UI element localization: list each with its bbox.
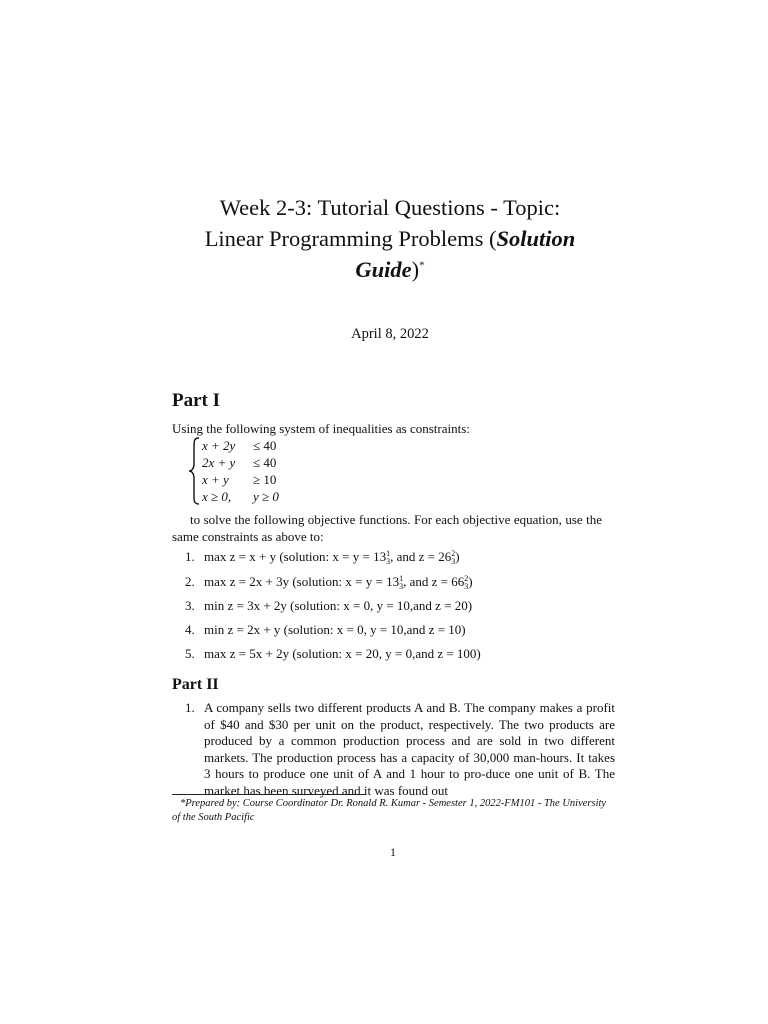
fraction-numerator: 2 (464, 574, 469, 584)
fraction-denominator: 3 (464, 582, 469, 592)
part-2-heading: Part II (172, 676, 219, 693)
objective-number: 5. (185, 646, 195, 661)
fraction-denominator: 3 (386, 557, 391, 567)
constraint-row (202, 437, 402, 454)
title-solution-word: Solution (496, 226, 576, 251)
constraint-row (202, 471, 402, 488)
constraint-lhs: 2x + y (202, 455, 236, 470)
title-line-2 (150, 223, 630, 254)
objective-text: min z = 3x + 2y (solution: x = 0, y = 10,and z = 20) (204, 598, 473, 613)
constraint-rhs: y ≥ 0 (253, 489, 279, 504)
title-line-1: Week 2-3: Tutorial Questions - Topic: (219, 195, 561, 220)
objective-number: 4. (185, 622, 195, 637)
objective-text: max z = 2x + 3y (solution: x = y = 13 (204, 574, 400, 589)
part-2-item (185, 700, 615, 800)
left-brace (188, 437, 202, 505)
objective-item (185, 622, 466, 638)
part-1-heading: Part I (172, 390, 221, 411)
part-1-intro: Using the following system of inequalities as constraints: (172, 421, 470, 436)
constraint-lhs: x + 2y (202, 438, 236, 453)
constraint-rhs: ≤ 40 (253, 455, 277, 470)
objective-item (185, 549, 460, 566)
objective-item (185, 574, 473, 591)
objective-text: ) (468, 574, 473, 589)
constraint-rhs: ≥ 10 (253, 472, 277, 487)
part-1-paragraph: to solve the following objective functions. For each objective equation, use the same constraints as above to: (172, 512, 602, 544)
objective-item (185, 646, 481, 662)
constraint-rhs: ≤ 40 (253, 438, 277, 453)
objective-number: 3. (185, 598, 195, 613)
title-line-3 (150, 254, 630, 285)
constraint-lhs: x + y (202, 472, 229, 487)
objective-text: min z = 2x + y (solution: x = 0, y = 10,and z = 10) (204, 622, 466, 637)
fraction-numerator: 2 (451, 549, 456, 559)
fraction-denominator: 3 (399, 582, 404, 592)
title-footnote-mark: * (419, 259, 425, 272)
title-guide-word: Guide (355, 257, 412, 282)
title-close-paren: ) (411, 257, 420, 282)
constraint-row (202, 454, 402, 471)
objective-number: 2. (185, 574, 195, 589)
footnote: *Prepared by: Course Coordinator Dr. Ronald R. Kumar - Semester 1, 2022-FM101 - The University of the South Pacific (172, 798, 607, 823)
objective-number: 1. (185, 549, 195, 564)
part-2-item-number: 1. (185, 700, 195, 715)
footnote-rule (172, 794, 365, 795)
document-date: April 8, 2022 (351, 326, 429, 342)
objective-text: , and z = 66 (403, 574, 465, 589)
constraint-system (202, 437, 402, 505)
objective-item (185, 598, 472, 614)
fraction-numerator: 1 (386, 549, 391, 559)
objective-text: ) (455, 549, 460, 564)
objective-text: max z = 5x + 2y (solution: x = 20, y = 0,and z = 100) (204, 646, 481, 661)
objective-text: , and z = 26 (390, 549, 452, 564)
constraint-lhs: x ≥ 0, (202, 489, 232, 504)
part-2-item-text: A company sells two different products A and B. The company makes a profit of $40 and $30 per unit on the product, respectively. The two products are produced by a common production process and are sold in two different markets. The production process has a capacity of 30,000 man-hours. It takes 3 hours to produce one unit of A and 1 hour to pro-duce one unit of B. The market has been surveyed and it was found out (204, 700, 615, 798)
objective-text: max z = x + y (solution: x = y = 13 (204, 549, 387, 564)
fraction-denominator: 3 (451, 557, 456, 567)
constraint-row (202, 488, 402, 505)
fraction-numerator: 1 (399, 574, 404, 584)
document-title (150, 192, 630, 285)
page-number: 1 (390, 845, 396, 859)
title-line-2-text: Linear Programming Problems ( (204, 226, 497, 251)
